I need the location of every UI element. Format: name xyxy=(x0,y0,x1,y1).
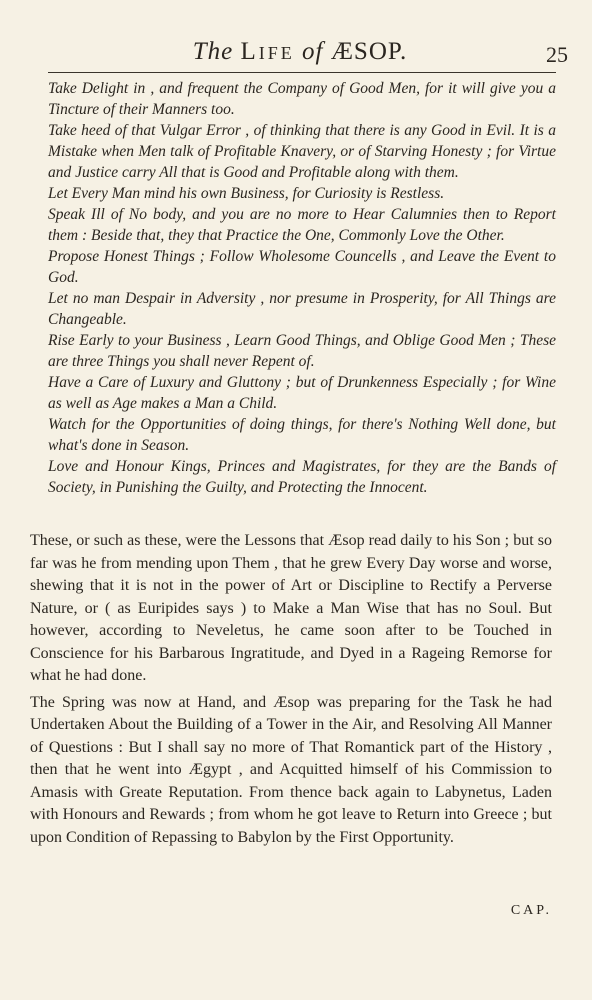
title-subject: ÆSOP. xyxy=(330,38,408,65)
maxim: Let Every Man mind his own Business, for Curiosity is Restless. xyxy=(48,185,445,202)
running-head xyxy=(30,34,570,70)
body-text xyxy=(30,530,552,853)
maxim: Speak Ill of No body, and you are no more to Hear Calumnies then to Report them : Beside that, they that Practice the One, Commonly Love the Other. xyxy=(48,206,556,244)
maxim: Take Delight in , and frequent the Company of Good Men, for it will give you a Tincture of their Manners too. xyxy=(48,80,556,118)
maxim: Take heed of that Vulgar Error , of thinking that there is any Good in Evil. It is a Mistake when Men talk of Profitable Knavery, or of Starving Honesty ; for Virtue and Justice carry All that is Good and Profitable along with them. xyxy=(48,122,556,181)
title-of: of xyxy=(302,38,324,65)
maxim: Watch for the Opportunities of doing things, for there's Nothing Well done, but what's done in Season. xyxy=(48,416,556,454)
paragraph: These, or such as these, were the Lessons that Æsop read daily to his Son ; but so far was he from mending upon Them , that he grew Every Day worse and worse, shewing that it is not in the power of Art or Discipline to Rectify a Perverse Nature, or ( as Euripides says ) to Make a Man Wise that has no Soul. But however, according to Neveletus, he came soon after to be Touched in Conscience for his Barbarous Ingratitude, and Dyed in a Rageing Remorse for what he had done. xyxy=(30,532,552,684)
catchword: CAP. xyxy=(510,903,552,918)
page-number: 25 xyxy=(546,42,568,67)
paragraph: The Spring was now at Hand, and Æsop was preparing for the Task he had Undertaken About the Building of a Tower in the Air, and Resolving All Manner of Questions : But I shall say no more of That Romantick part of the History , then that he went into Ægypt , and Acquitted himself of his Commission to Amasis with Greate Reputation. From thence back again to Labynetus, Laden with Honours and Rewards ; from whom he got leave to Return into Greece ; but upon Condition of Repassing to Babylon by the First Opportunity. xyxy=(30,693,552,846)
maxim: Propose Honest Things ; Follow Wholesome Councells , and Leave the Event to God. xyxy=(48,248,556,286)
maxim: Rise Early to your Business , Learn Good Things, and Oblige Good Men ; These are three Things you shall never Repent of. xyxy=(48,332,556,370)
running-title xyxy=(30,38,570,66)
maxims-block xyxy=(48,78,556,498)
header-rule xyxy=(48,72,556,73)
title-prefix: The xyxy=(192,38,234,65)
maxim: Have a Care of Luxury and Gluttony ; but of Drunkenness Especially ; for Wine as well as Age makes a Man a Child. xyxy=(48,374,556,412)
maxim: Let no man Despair in Adversity , nor presume in Prosperity, for All Things are Changeable. xyxy=(48,290,556,328)
maxim: Love and Honour Kings, Princes and Magistrates, for they are the Bands of Society, in Punishing the Guilty, and Protecting the Innocent. xyxy=(48,458,556,496)
title-word: Life xyxy=(240,38,295,65)
